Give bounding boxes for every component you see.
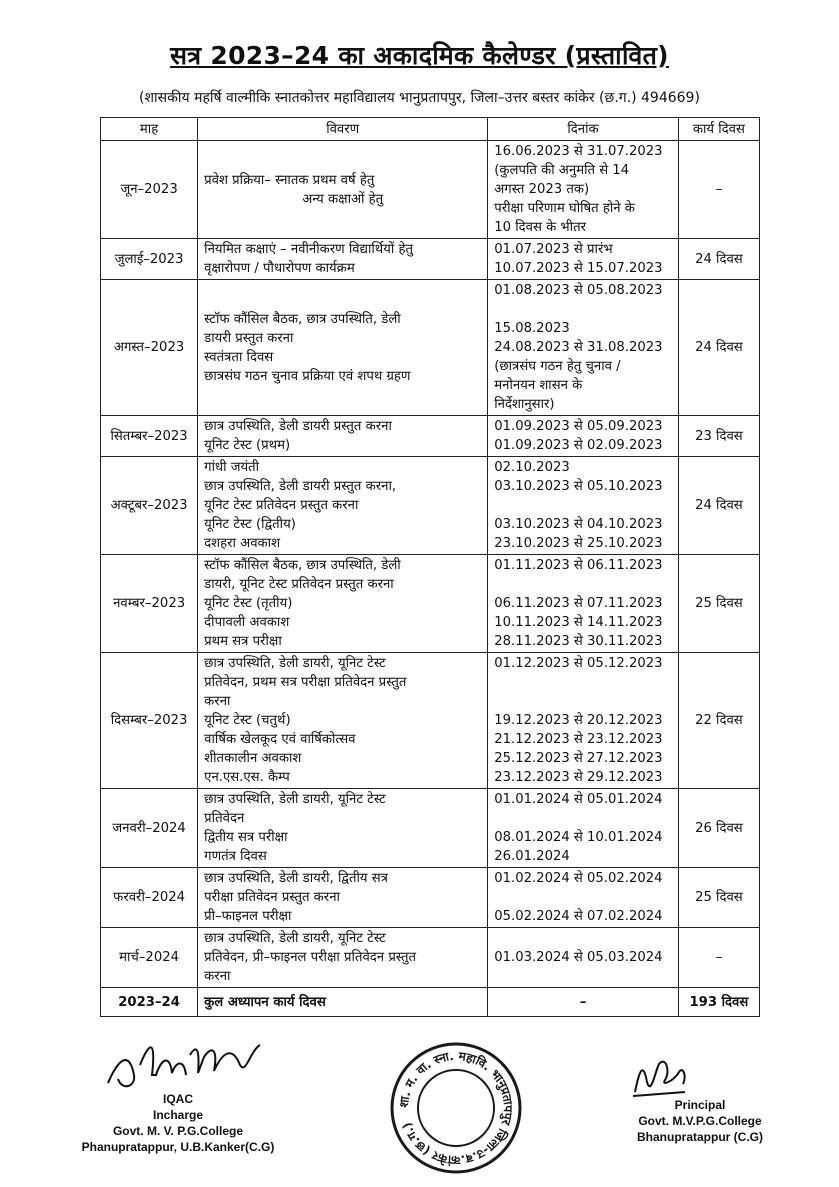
description-line: डायरी प्रस्तुत करना (204, 330, 294, 346)
description-cell (198, 416, 488, 457)
table-row (101, 141, 760, 239)
description-line: यूनिट टेस्ट (तृतीय) (204, 596, 293, 611)
description-line: द्वितीय सत्र परीक्षा (204, 830, 288, 845)
principal-college: Govt. M.V.P.G.College (638, 1114, 762, 1128)
date-line (494, 888, 672, 907)
calendar-body (101, 141, 760, 988)
month-cell: दिसम्बर–2023 (101, 653, 198, 789)
principal-signature-block (615, 1097, 785, 1145)
description-line: वृक्षारोपण / पौधारोपण कार्यक्रम (204, 261, 355, 276)
description-line: डायरी, यूनिट टेस्ट प्रतिवेदन प्रस्तुत करना (204, 577, 394, 592)
description-line: प्री–फाइनल परीक्षा (204, 909, 292, 924)
date-line (494, 809, 672, 828)
date-line: 01.11.2023 से 06.11.2023 (494, 558, 663, 573)
month-cell: अक्टूबर–2023 (101, 457, 198, 555)
date-cell (488, 789, 679, 868)
working-days-cell: 24 दिवस (678, 457, 759, 555)
month-cell: मार्च–2024 (101, 928, 198, 988)
table-row (101, 868, 760, 928)
working-days-cell: 22 दिवस (678, 653, 759, 789)
working-days-cell: 23 दिवस (678, 416, 759, 457)
description-cell (198, 868, 488, 928)
date-cell (488, 868, 679, 928)
institution-subtitle: (शासकीय महर्षि वाल्मीकि स्नातकोत्तर महाविद्यालय भानुप्रतापपुर, जिला–उत्तर बस्तर कांकेर (छ.ग.) 494669) (139, 90, 700, 106)
seal-text: शा. म. वा. स्ना. महावि. भानुप्रतापपुर जिला-उ.ब.कांकेर (छ.ग.) (396, 1048, 516, 1168)
description-line: छात्र उपस्थिति, डेली डायरी, यूनिट टेस्ट (204, 656, 386, 671)
date-line: 16.06.2023 से 31.07.2023 (494, 144, 663, 159)
date-line: (छात्रसंघ गठन हेतु चुनाव / (494, 359, 621, 374)
description-line: यूनिट टेस्ट प्रतिवेदन प्रस्तुत करना (204, 498, 359, 513)
description-line: छात्रसंघ गठन चुनाव प्रक्रिया एवं शपथ ग्रहण (204, 368, 411, 384)
description-line: करना (204, 694, 231, 709)
description-cell (198, 280, 488, 416)
description-line: प्रवेश प्रक्रिया– स्नातक प्रथम वर्ष हेतु (204, 172, 375, 188)
date-line: 24.08.2023 से 31.08.2023 (494, 340, 663, 355)
date-line: 05.02.2024 से 07.02.2024 (494, 909, 663, 924)
table-header-row (101, 118, 760, 141)
description-cell (198, 555, 488, 653)
date-cell (488, 653, 679, 789)
iqac-label: IQAC (163, 1092, 193, 1106)
month-cell: अगस्त–2023 (101, 280, 198, 416)
date-line: 03.10.2023 से 05.10.2023 (494, 479, 663, 494)
date-line (494, 496, 672, 515)
date-cell (488, 280, 679, 416)
description-line: छात्र उपस्थिति, डेली डायरी प्रस्तुत करना (204, 419, 392, 434)
date-line: अगस्त 2023 तक) (494, 182, 590, 197)
date-line: 02.10.2023 (494, 460, 570, 475)
date-line: 01.09.2023 से 02.09.2023 (494, 438, 663, 453)
date-line (494, 673, 672, 692)
working-days-cell: – (678, 141, 759, 239)
table-row (101, 416, 760, 457)
description-cell (198, 141, 488, 239)
description-line: दशहरा अवकाश (204, 536, 281, 551)
description-line: प्रतिवेदन, प्रथम सत्र परीक्षा प्रतिवेदन प्रस्तुत (204, 675, 407, 690)
date-line: 10.07.2023 से 15.07.2023 (494, 261, 663, 276)
date-cell (488, 928, 679, 988)
svg-text:शा. म. वा. स्ना. महावि. भानुप् (397, 1049, 515, 1167)
date-cell (488, 141, 679, 239)
description-cell (198, 457, 488, 555)
description-line: गणतंत्र दिवस (204, 849, 267, 864)
date-line: 21.12.2023 से 23.12.2023 (494, 732, 663, 747)
date-line: 26.01.2024 (494, 849, 570, 864)
date-line: 25.12.2023 से 27.12.2023 (494, 751, 663, 766)
date-line (494, 692, 672, 711)
column-header-description: विवरण (198, 118, 488, 141)
date-line (494, 575, 672, 594)
description-cell (198, 928, 488, 988)
month-cell: जून–2023 (101, 141, 198, 239)
date-line: मनोनयन शासन के (494, 378, 583, 393)
date-line: 01.02.2024 से 05.02.2024 (494, 871, 663, 886)
date-line: 23.12.2023 से 29.12.2023 (494, 770, 663, 785)
month-cell: नवम्बर–2023 (101, 555, 198, 653)
total-label: कुल अध्यापन कार्य दिवस (198, 988, 488, 1017)
iqac-incharge: Incharge (152, 1108, 203, 1122)
table-row (101, 555, 760, 653)
description-line: स्वतंत्रता दिवस (204, 349, 274, 365)
working-days-cell: 26 दिवस (678, 789, 759, 868)
working-days-cell: 24 दिवस (678, 280, 759, 416)
date-line: 01.07.2023 से प्रारंभ (494, 242, 613, 257)
date-line: 01.09.2023 से 05.09.2023 (494, 419, 663, 434)
date-line: 01.03.2024 से 05.03.2024 (494, 950, 663, 965)
description-line: नियमित कक्षाएं – नवीनीकरण विद्यार्थियों हेतु (204, 242, 413, 257)
month-cell: जनवरी–2024 (101, 789, 198, 868)
date-line: परीक्षा परिणाम घोषित होने के (494, 201, 635, 216)
description-line: छात्र उपस्थिति, डेली डायरी प्रस्तुत करना, (204, 479, 397, 494)
total-session: 2023–24 (101, 988, 198, 1017)
date-line: निर्देशानुसार) (494, 397, 555, 412)
description-line: यूनिट टेस्ट (द्वितीय) (204, 517, 296, 532)
iqac-signature-block (78, 1091, 278, 1155)
table-row (101, 280, 760, 416)
description-line: छात्र उपस्थिति, डेली डायरी, यूनिट टेस्ट (204, 931, 386, 946)
date-line: 19.12.2023 से 20.12.2023 (494, 713, 663, 728)
description-line: गांधी जयंती (204, 460, 260, 475)
description-line: छात्र उपस्थिति, डेली डायरी, द्वितीय सत्र (204, 871, 388, 886)
date-cell (488, 555, 679, 653)
date-line: 23.10.2023 से 25.10.2023 (494, 536, 663, 551)
date-line (494, 300, 672, 319)
iqac-college: Govt. M. V. P.G.College (112, 1124, 244, 1138)
description-line: प्रतिवेदन (204, 811, 245, 826)
description-line: परीक्षा प्रतिवेदन प्रस्तुत करना (204, 890, 340, 905)
description-line: स्टॉफ कौंसिल बैठक, छात्र उपस्थिति, डेली (204, 311, 401, 327)
column-header-month: माह (101, 118, 198, 141)
principal-signature (625, 1052, 705, 1102)
description-line: वार्षिक खेलकूद एवं वार्षिकोत्सव (204, 732, 356, 747)
date-line: (कुलपति की अनुमति से 14 (494, 163, 630, 178)
description-line: एन.एस.एस. कैम्प (204, 770, 290, 785)
date-line: 06.11.2023 से 07.11.2023 (494, 596, 663, 611)
table-row (101, 239, 760, 280)
date-line: 01.01.2024 से 05.01.2024 (494, 792, 663, 807)
description-cell (198, 789, 488, 868)
description-cell (198, 653, 488, 789)
description-line: यूनिट टेस्ट (प्रथम) (204, 438, 291, 453)
description-line: शीतकालीन अवकाश (204, 751, 302, 766)
description-line: दीपावली अवकाश (204, 615, 290, 630)
month-cell: फरवरी–2024 (101, 868, 198, 928)
working-days-cell: 25 दिवस (678, 555, 759, 653)
college-seal (388, 1040, 524, 1176)
table-row (101, 789, 760, 868)
description-line: अन्य कक्षाओं हेतु (302, 191, 384, 207)
column-header-working-days: कार्य दिवस (678, 118, 759, 141)
description-line: स्टॉफ कौंसिल बैठक, छात्र उपस्थिति, डेली (204, 558, 401, 573)
table-row (101, 457, 760, 555)
date-line: 10.11.2023 से 14.11.2023 (494, 615, 663, 630)
date-cell (488, 457, 679, 555)
description-line: प्रथम सत्र परीक्षा (204, 634, 282, 649)
date-line: 01.08.2023 से 05.08.2023 (494, 283, 663, 298)
column-header-date: दिनांक (488, 118, 679, 141)
description-cell (198, 239, 488, 280)
working-days-cell: – (678, 928, 759, 988)
working-days-cell: 25 दिवस (678, 868, 759, 928)
date-line: 28.11.2023 से 30.11.2023 (494, 634, 663, 649)
month-cell: जुलाई–2023 (101, 239, 198, 280)
principal-location: Bhanupratappur (C.G) (637, 1130, 763, 1144)
date-line: 08.01.2024 से 10.01.2024 (494, 830, 663, 845)
description-line: करना (204, 969, 231, 984)
total-row (101, 988, 760, 1017)
table-row (101, 928, 760, 988)
date-line: 10 दिवस के भीतर (494, 220, 586, 235)
date-line: 15.08.2023 (494, 321, 570, 336)
page-title: सत्र 2023–24 का अकादमिक कैलेण्डर (प्रस्तावित) (170, 41, 669, 70)
description-line: यूनिट टेस्ट (चतुर्थ) (204, 713, 291, 728)
date-line: 03.10.2023 से 04.10.2023 (494, 517, 663, 532)
month-cell: सितम्बर–2023 (101, 416, 198, 457)
total-days: 193 दिवस (678, 988, 759, 1017)
iqac-signature (100, 1035, 270, 1095)
total-dates: – (488, 988, 679, 1017)
date-line: 01.12.2023 से 05.12.2023 (494, 656, 663, 671)
date-cell (488, 239, 679, 280)
calendar-table (100, 117, 760, 1017)
working-days-cell: 24 दिवस (678, 239, 759, 280)
date-cell (488, 416, 679, 457)
table-row (101, 653, 760, 789)
description-line: छात्र उपस्थिति, डेली डायरी, यूनिट टेस्ट (204, 792, 386, 807)
principal-label: Principal (674, 1098, 726, 1112)
iqac-location: Phanupratappur, U.B.Kanker(C.G) (81, 1140, 275, 1154)
description-line: प्रतिवेदन, प्री–फाइनल परीक्षा प्रतिवेदन प्रस्तुत (204, 950, 416, 965)
